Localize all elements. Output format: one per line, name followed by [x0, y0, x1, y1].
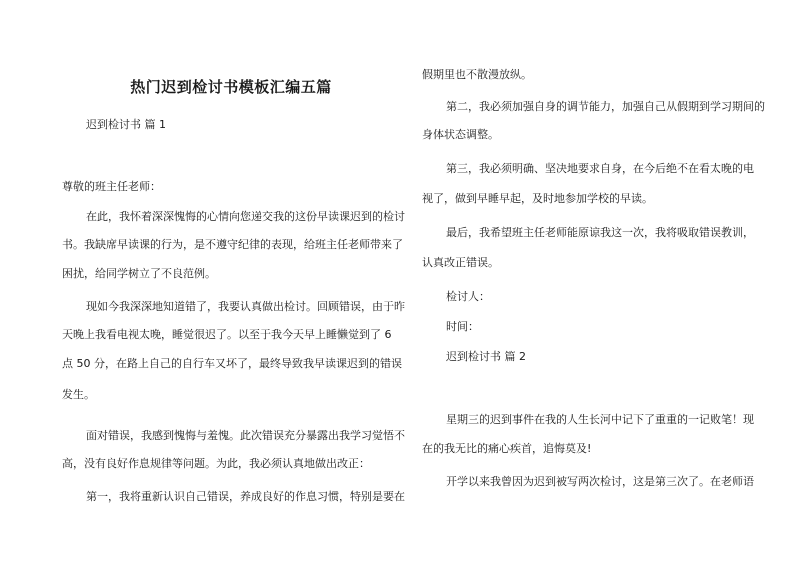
paragraph-line: 在此，我怀着深深愧悔的心情向您递交我的这份早读课迟到的检讨: [86, 210, 405, 223]
paragraph-line: 认真改正错误。: [422, 256, 499, 269]
section-heading: 迟到检讨书 篇 2: [446, 350, 526, 363]
section-heading: 迟到检讨书 篇 1: [86, 118, 166, 131]
paragraph-line: 第三，我必须明确、坚决地要求自身，在今后绝不在看太晚的电: [446, 162, 754, 175]
paragraph-line: 高，没有良好作息规律等问题。为此，我必须认真地做出改正：: [62, 457, 370, 470]
paragraph-line: 视了，做到早睡早起，及时地参加学校的早读。: [422, 192, 653, 205]
paragraph-line: 身体状态调整。: [422, 128, 499, 141]
paragraph-line: 星期三的迟到事件在我的人生长河中记下了重重的一记败笔！现: [446, 413, 754, 426]
paragraph-line: 书。我缺席早读课的行为，是不遵守纪律的表现，给班主任老师带来了: [62, 238, 403, 251]
paragraph-line: 在的我无比的痛心疾首，追悔莫及!: [422, 442, 592, 455]
paragraph-line: 面对错误，我感到愧悔与羞愧。此次错误充分暴露出我学习觉悟不: [86, 429, 405, 442]
signer-label: 检讨人：: [446, 290, 490, 303]
salutation: 尊敬的班主任老师：: [62, 180, 161, 193]
paragraph-line: 点 50 分，在路上自己的自行车又坏了，最终导致我早读课迟到的错误: [62, 357, 402, 370]
paragraph-line: 困扰，给同学树立了不良范例。: [62, 267, 216, 280]
paragraph-line: 现如今我深深地知道错了，我要认真做出检讨。回顾错误，由于昨: [86, 300, 405, 313]
paragraph-line: 假期里也不散漫放纵。: [422, 68, 532, 81]
paragraph-line: 发生。: [62, 388, 95, 401]
time-label: 时间：: [446, 320, 479, 333]
paragraph-line: 第一，我将重新认识自己错误，养成良好的作息习惯，特别是要在: [86, 490, 405, 503]
paragraph-line: 天晚上我看电视太晚，睡觉很迟了。以至于我今天早上睡懒觉到了 6: [62, 328, 392, 341]
paragraph-line: 最后，我希望班主任老师能原谅我这一次，我将吸取错误教训，: [446, 226, 754, 239]
paragraph-line: 第二，我必须加强自身的调节能力，加强自己从假期到学习期间的: [446, 100, 765, 113]
document-title: 热门迟到检讨书模板汇编五篇: [130, 78, 332, 96]
paragraph-line: 开学以来我曾因为迟到被写两次检讨，这是第三次了。在老师语: [446, 475, 754, 488]
